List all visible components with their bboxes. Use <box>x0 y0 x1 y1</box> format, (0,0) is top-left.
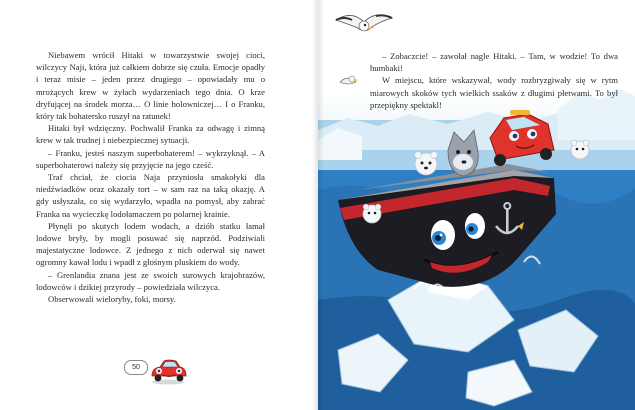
paragraph: Traf chciał, że ciocia Naja przyniosła smakołyki dla niedźwiadków oraz okazały tort – w sam raz na taką okazję. A gdy usłyszała, co się wydarzyło, wpadła na pomysł, aby zabrać Franka na wycieczkę lodołamaczem po polarnej krainie. <box>36 172 265 219</box>
paragraph: Płynęli po skutych lodem wodach, a dziób statku łamał lodowe bryły, by mogli posuwać się naprzód. Podziwiali majestatyczne lodowce. Z jednego z nich oderwał się nawet ogromny kawał lodu i wpadł z głośnym pluskiem do wody. <box>36 220 265 268</box>
left-page-text <box>36 49 265 305</box>
red-car-icon <box>146 356 190 386</box>
paragraph: – Franku, jesteś naszym superbohaterem! – wykrzyknął. – A superbohaterowi należy się przyjęcie na jego cześć. <box>36 147 265 170</box>
right-page-text <box>370 50 618 111</box>
page-footer <box>124 356 194 396</box>
paragraph: Hitaki był wdzięczny. Pochwalił Franka za odwagę i zimną krew w tak trudnej i niebezpiecznej sytuacji. <box>36 123 265 146</box>
polar-bear-icon <box>415 152 438 175</box>
seagull-icon <box>340 76 359 84</box>
seagull-icon <box>336 15 392 31</box>
paragraph: Obserwowali wieloryby, foki, morsy. <box>48 294 176 305</box>
ship-eye-icon <box>431 220 455 250</box>
paragraph: Niebawem wrócił Hitaki w towarzystwie swojej cioci, wilczycy Naji, która już całkiem dobrze się czuła. Emocje opadły i teraz misie – jeden przez drugiego – opowiadały mu o mrożących krew w żyłach wydarzeniach tego dnia. O krze dryfującej na środek morza… O linie holowniczej… I o Franku, który tak bohatersko ruszył na ratunek! <box>36 50 265 122</box>
page-number: 50 <box>124 360 148 375</box>
paragraph: – Zobaczcie! – zawołał nagle Hitaki. – Tam, w wodzie! To dwa humbaki! <box>370 51 618 74</box>
paragraph: – Grenlandia znana jest ze swoich surowych krajobrazów, lodowców i dzikiej przyrody – powiedziała wilczyca. <box>36 269 265 292</box>
right-page <box>318 0 635 410</box>
polar-bear-icon <box>571 140 589 159</box>
paragraph: W miejscu, które wskazywał, wody rozbryzgiwały się w rytm miarowych skoków tych wielkich ssaków z długimi płetwami. To był przepiękny spektakl! <box>370 75 618 110</box>
book-gutter <box>312 0 324 410</box>
ship-eye-icon <box>465 213 485 239</box>
polar-bear-icon <box>363 204 381 223</box>
